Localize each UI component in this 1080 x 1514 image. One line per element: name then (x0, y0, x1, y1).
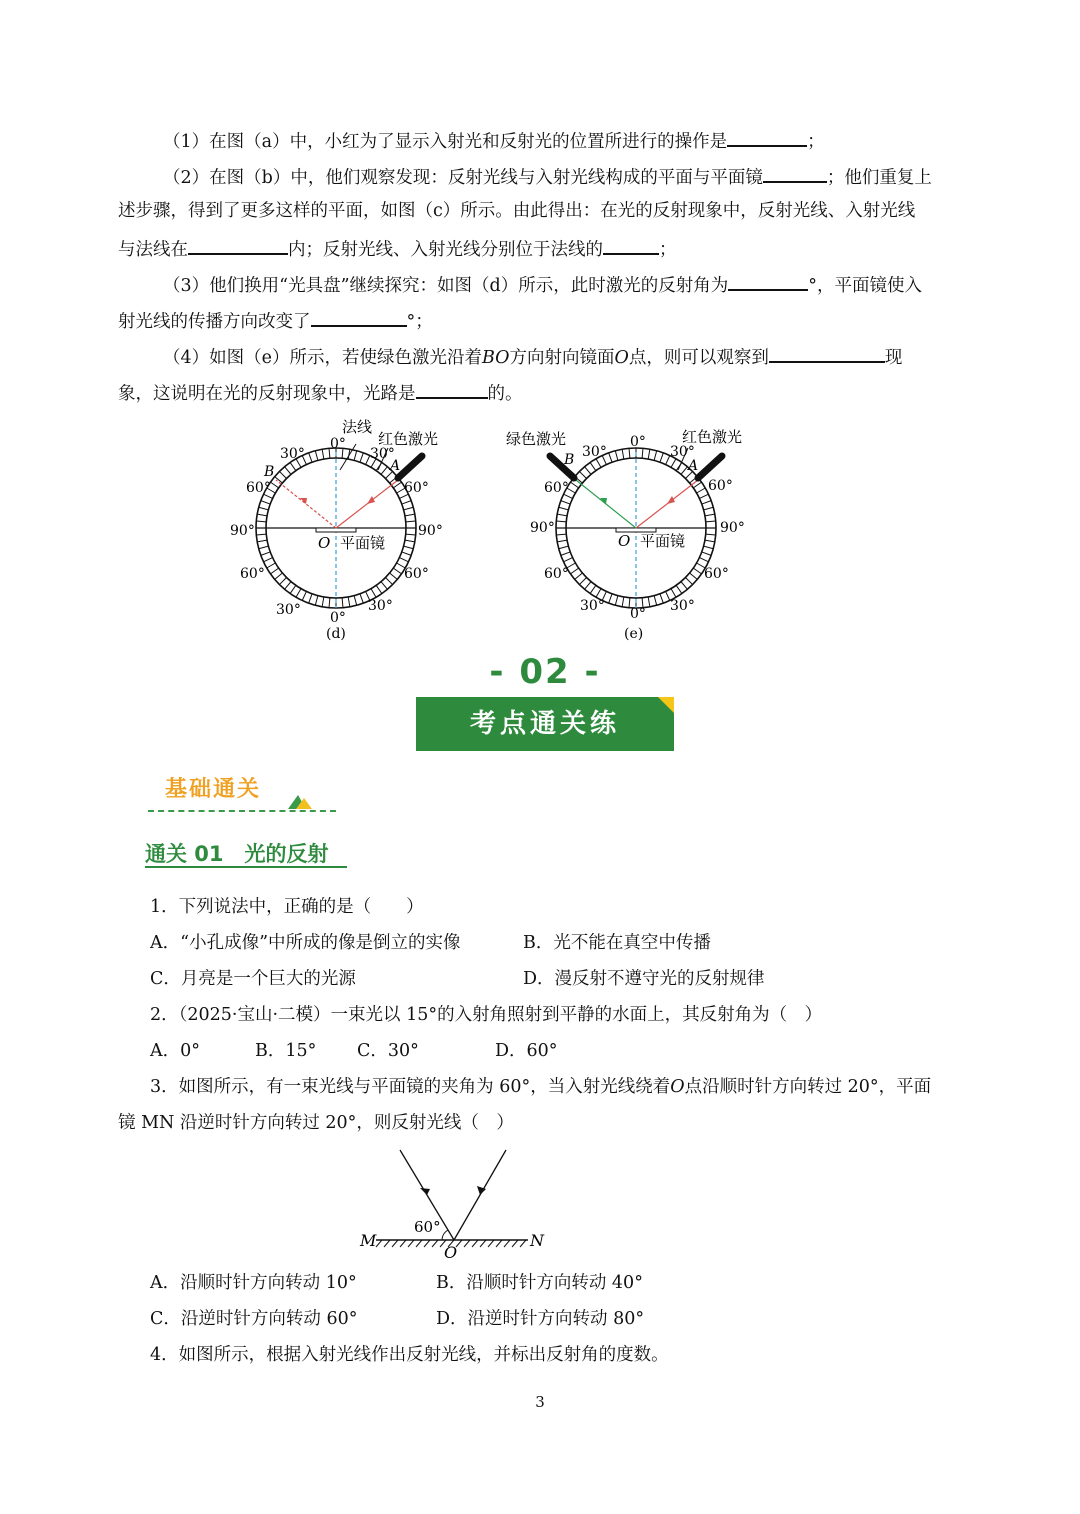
dial-tick (261, 501, 270, 504)
answer-blank[interactable] (728, 271, 808, 291)
text: 射光线的传播方向改变了 (118, 312, 311, 332)
dial-tick (556, 534, 566, 535)
dial-tick (697, 488, 706, 493)
dial-tick (596, 589, 601, 598)
angle-label: 30° (370, 446, 395, 462)
hatch-line (464, 1240, 470, 1247)
hatch-line (520, 1240, 526, 1247)
text: 点，则可以观察到 (628, 348, 769, 368)
angle-label: 90° (530, 520, 555, 536)
q2-option-a[interactable]: A．0° (150, 1041, 201, 1061)
dial-tick (275, 477, 283, 483)
dial-tick (290, 585, 296, 593)
dial-tick (404, 546, 414, 549)
angle-label: 30° (280, 446, 305, 462)
dial-tick (270, 482, 278, 488)
dial-tick (381, 467, 387, 475)
section-banner (416, 697, 674, 751)
text: 内；反射光线、入射光线分别位于法线的 (288, 240, 603, 260)
text: 点沿顺时针方向转过 20°，平面 (684, 1077, 932, 1097)
text: （1）在图（a）中，小红为了显示入射光和反射光的位置所进行的操作是 (163, 132, 728, 152)
arrowhead (667, 496, 675, 504)
dial-tick (257, 514, 267, 516)
dial-tick (376, 585, 382, 593)
hatch-line (416, 1240, 422, 1247)
text: ； (807, 132, 825, 152)
angle-label: 60° (246, 480, 271, 496)
dial-tick (590, 462, 596, 470)
laser-pen (398, 456, 422, 478)
text: °，平面镜使入 (808, 276, 922, 296)
dial-tick (259, 507, 269, 510)
dial-tick (559, 546, 569, 549)
angle-label: 30° (670, 444, 695, 460)
dial-tick (557, 514, 567, 516)
dial-tick (563, 558, 572, 562)
angle-label: 60° (708, 478, 733, 494)
hatch-line (384, 1240, 390, 1247)
text: 3．如图所示，有一束光线与平面镜的夹角为 60°，当入射光线绕着 (150, 1077, 671, 1097)
dial-tick (575, 573, 583, 579)
figure-d (228, 418, 468, 644)
label-bo: BO (482, 348, 510, 368)
dial-tick (257, 540, 267, 542)
dial-tick (681, 582, 687, 590)
q4-stem: 4．如图所示，根据入射光线作出反射光线，并标出反射角的度数。 (150, 1345, 669, 1365)
dial-tick (406, 534, 416, 535)
dial-tick (263, 558, 272, 562)
laser-pen-red (698, 456, 722, 478)
label-m: M (360, 1231, 377, 1250)
hatch-line (504, 1240, 510, 1247)
section-title: 考点通关练 (469, 709, 620, 739)
dial-tick (654, 596, 657, 606)
dial-tick (660, 594, 663, 603)
dial-tick (406, 521, 416, 522)
dial-tick (315, 596, 318, 606)
mountain-icon (286, 792, 314, 810)
answer-blank[interactable] (727, 127, 807, 147)
point-a-label: A (688, 458, 699, 474)
dial-tick (279, 471, 286, 478)
dial-tick (309, 594, 312, 603)
dial-tick (385, 577, 392, 584)
label-o: O (444, 1243, 458, 1262)
dial-tick (285, 582, 291, 590)
text: 与法线在 (118, 240, 188, 260)
q1-option-d[interactable]: D．漫反射不遵守光的反射规律 (523, 969, 765, 989)
dial-tick (570, 568, 578, 574)
q-cont-p3b (118, 307, 433, 334)
dial-tick (404, 507, 414, 510)
arrowhead (420, 1188, 430, 1195)
dial-tick (579, 577, 586, 584)
angle-label: 30° (368, 598, 393, 614)
q3-option-c[interactable]: C．沿逆时针方向转动 60° (150, 1309, 358, 1329)
label-o: O (614, 348, 629, 368)
answer-blank[interactable] (311, 307, 407, 327)
dial-tick (267, 563, 276, 568)
answer-blank[interactable] (763, 163, 827, 183)
dial-tick (556, 521, 566, 522)
dial-tick (259, 546, 269, 549)
text: 的。 (487, 384, 523, 404)
dial-tick (315, 451, 318, 461)
answer-blank[interactable] (769, 343, 885, 363)
dial-tick (393, 568, 401, 574)
angle-label: 60° (404, 480, 429, 496)
laser-label: 红色激光 (378, 430, 439, 448)
q2-option-c[interactable]: C．30° (357, 1041, 419, 1061)
dial-tick (561, 501, 570, 504)
q-cont-p4b (118, 379, 523, 406)
dial-tick (585, 467, 591, 475)
dial-tick (296, 589, 301, 598)
hatch-line (400, 1240, 406, 1247)
text: ；他们重复上 (826, 168, 932, 188)
text: ； (659, 240, 677, 260)
dial-tick (256, 534, 266, 535)
q3-option-b[interactable]: B．沿顺时针方向转动 40° (436, 1273, 643, 1293)
subsection-badge: 基础通关 (165, 777, 262, 802)
dial-tick (402, 501, 411, 504)
dial-tick (348, 597, 350, 607)
angle-label: 0° (630, 434, 646, 450)
answer-blank[interactable] (188, 235, 288, 255)
dial-tick (676, 585, 682, 593)
mirror-label: 平面镜 (340, 534, 386, 552)
q2-option-b[interactable]: B．15° (255, 1041, 317, 1061)
angle-label: 60° (544, 566, 569, 582)
q-cont-p2b: 述步骤，得到了更多这样的平面，如图（c）所示。由此得出：在光的反射现象中，反射光线、入射光线 (118, 201, 916, 221)
dial-tick (622, 597, 624, 607)
dial-tick (648, 597, 650, 607)
q3-stem-b: 镜 MN 沿逆时针方向转过 20°，则反射光线（ ） (118, 1113, 514, 1133)
dial-tick (704, 507, 714, 510)
answer-blank[interactable] (416, 379, 488, 399)
hatch-line (432, 1240, 438, 1247)
figure-e (506, 418, 762, 644)
dial-tick (371, 589, 376, 598)
angle-label: 60° (414, 1218, 441, 1236)
dial-tick (660, 453, 663, 462)
q1-option-a[interactable]: A．“小孔成像”中所成的像是倒立的实像 (150, 933, 461, 953)
text: （2）在图（b）中，他们观察发现：反射光线与入射光线构成的平面与平面镜 (163, 168, 763, 188)
q3-option-d[interactable]: D．沿逆时针方向转动 80° (436, 1309, 645, 1329)
dial-tick (275, 573, 283, 579)
dial-tick (706, 521, 716, 522)
dial-tick (579, 471, 586, 478)
dial-tick (285, 467, 291, 475)
dial-tick (609, 453, 612, 462)
hatch-line (392, 1240, 398, 1247)
dial-tick (342, 598, 343, 608)
angle-label: 60° (704, 566, 729, 582)
text: °； (406, 312, 433, 332)
hatch-line (376, 1240, 382, 1247)
dial-tick (322, 449, 324, 459)
dial-tick (279, 577, 286, 584)
dial-tick (596, 459, 601, 468)
q-cont-p4a (163, 343, 902, 370)
dial-tick (360, 594, 363, 603)
hatch-line (480, 1240, 486, 1247)
figure-caption: (d) (326, 626, 346, 642)
q1-option-b[interactable]: B．光不能在真空中传播 (523, 933, 711, 953)
dial-tick (399, 558, 408, 562)
q-cont-p2a (163, 163, 932, 190)
green-label: 绿色激光 (506, 430, 567, 448)
hatch-line (408, 1240, 414, 1247)
angle-label: 60° (240, 566, 265, 582)
divider (148, 810, 336, 812)
dial-tick (671, 459, 676, 468)
pass-title: 通关 01 光的反射 (145, 842, 329, 866)
dial-tick (648, 449, 650, 459)
dial-tick (405, 514, 415, 516)
q-cont-p1 (163, 127, 825, 154)
dial-tick (256, 521, 266, 522)
angle-label: 0° (330, 436, 346, 452)
dial-tick (702, 501, 711, 504)
q3-figure (356, 1144, 552, 1264)
dial-tick (557, 540, 567, 542)
text: （3）他们换用“光具盘”继续探究：如图（d）所示，此时激光的反射角为 (163, 276, 729, 296)
q1-option-c[interactable]: C．月亮是一个巨大的光源 (150, 969, 356, 989)
dial-tick (706, 534, 716, 535)
dial-tick (622, 449, 624, 459)
hatch-line (496, 1240, 502, 1247)
arrowhead (367, 496, 375, 504)
dial-tick (329, 598, 330, 608)
dial-tick (290, 462, 296, 470)
text: 现 (884, 348, 903, 368)
dial-tick (585, 582, 591, 590)
text: （4）如图（e）所示，若使绿色激光沿着 (163, 348, 482, 368)
hatch-line (512, 1240, 518, 1247)
dial-tick (702, 552, 711, 555)
point-b-label: B (564, 452, 575, 468)
q2-option-d[interactable]: D．60° (495, 1041, 558, 1061)
dial-tick (705, 540, 715, 542)
angle-label: 60° (544, 480, 569, 496)
q1-stem: 1．下列说法中，正确的是（ ） (150, 897, 424, 917)
dial-tick (354, 451, 357, 461)
banner-corner (658, 697, 674, 713)
angle-label: 30° (276, 602, 301, 618)
dial-tick (590, 585, 596, 593)
dial-tick (690, 573, 698, 579)
dial-tick (261, 552, 270, 555)
dial-tick (685, 577, 692, 584)
arrowhead (600, 498, 607, 504)
point-b-label: B (264, 464, 275, 480)
dial-tick (693, 568, 701, 574)
angle-label: 0° (330, 610, 346, 626)
point-o-label: O (318, 534, 331, 552)
q2-stem: 2．（2025·宝山·二模）一束光以 15°的入射角照射到平静的水面上，其反射角为（ ） (150, 1005, 823, 1025)
mirror (316, 528, 356, 532)
hatch-line (472, 1240, 478, 1247)
dial-tick (381, 582, 387, 590)
dial-tick (615, 596, 618, 606)
dial-tick (705, 514, 715, 516)
q-cont-p3a (163, 271, 922, 298)
angle-label: 30° (582, 444, 607, 460)
text: 象，这说明在光的反射现象中，光路是 (118, 384, 416, 404)
angle-label: 90° (720, 520, 745, 536)
mirror-label: 平面镜 (640, 532, 686, 550)
dial-tick (609, 594, 612, 603)
angle-label: 0° (630, 606, 646, 622)
q3-stem-a (150, 1075, 931, 1099)
page-number: 3 (535, 1393, 545, 1411)
dial-tick (309, 453, 312, 462)
dial-tick (671, 589, 676, 598)
dial-tick (561, 552, 570, 555)
angle-label: 30° (580, 598, 605, 614)
hatch-line (424, 1240, 430, 1247)
dial-tick (402, 552, 411, 555)
dial-tick (559, 507, 569, 510)
dial-tick (322, 597, 324, 607)
angle-label: 90° (418, 523, 443, 539)
dial-tick (354, 596, 357, 606)
arrowhead (300, 498, 307, 504)
dial-tick (615, 451, 618, 461)
figure-caption: (e) (624, 626, 644, 642)
divider (145, 866, 347, 868)
hatch-line (488, 1240, 494, 1247)
answer-blank[interactable] (603, 235, 659, 255)
q-cont-p2c (118, 235, 677, 262)
dial-tick (270, 568, 278, 574)
dial-tick (654, 451, 657, 461)
label-n: N (530, 1231, 544, 1250)
dial-tick (360, 453, 363, 462)
angle-label: 60° (404, 566, 429, 582)
normal-label: 法线 (342, 418, 373, 436)
section-number: - 02 - (489, 652, 601, 692)
dial-tick (704, 546, 714, 549)
dial-tick (570, 482, 578, 488)
angle-arc (442, 1230, 448, 1240)
dial-tick (699, 494, 708, 498)
dial-tick (405, 540, 415, 542)
angle-label: 30° (670, 598, 695, 614)
dial-tick (390, 573, 398, 579)
dial-tick (681, 467, 687, 475)
angle-label: 90° (230, 523, 255, 539)
point-o-label: O (618, 532, 631, 550)
text: 方向射向镜面 (509, 348, 615, 368)
dial-tick (302, 591, 306, 600)
point-a-label: A (390, 458, 401, 474)
dial-tick (699, 558, 708, 562)
laser-label: 红色激光 (682, 428, 743, 446)
label-o: O (670, 1077, 685, 1097)
q3-option-a[interactable]: A．沿顺时针方向转动 10° (150, 1273, 357, 1293)
